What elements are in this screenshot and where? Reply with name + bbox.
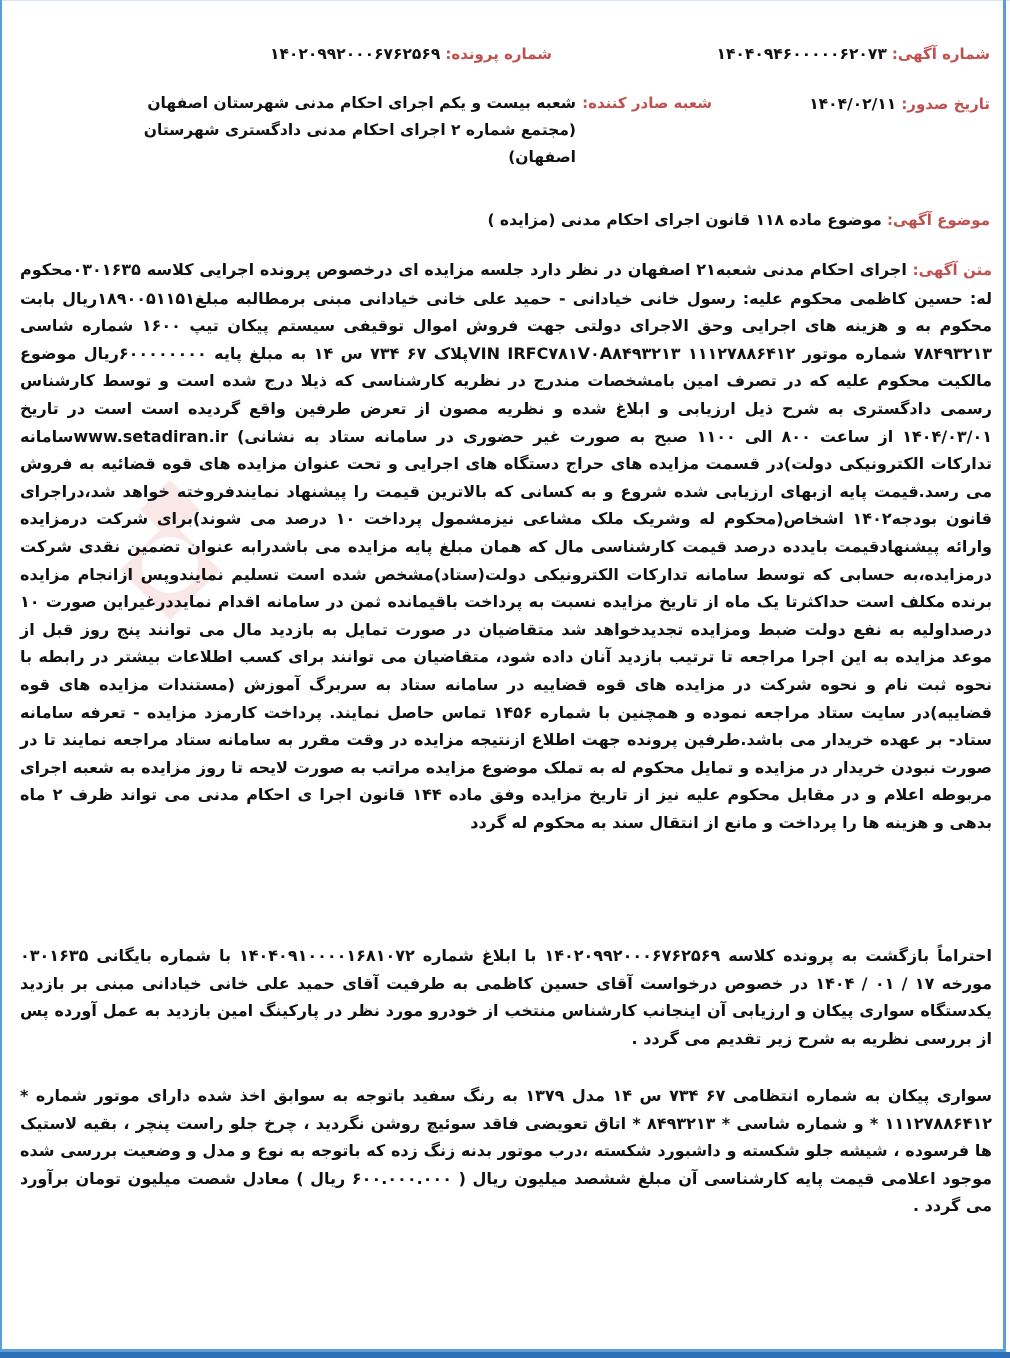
subject-block: [487, 210, 990, 229]
ad-number-value: ۱۴۰۴۰۹۴۶۰۰۰۰۰۶۲۰۷۳: [716, 45, 887, 63]
case-number-block: [270, 44, 552, 63]
body-paragraph-1: [20, 256, 992, 836]
bottom-bar: [0, 1352, 1010, 1358]
issuer-label: شعبه صادر کننده:: [582, 94, 712, 112]
issue-date-label: تاریخ صدور:: [901, 95, 990, 113]
body-paragraph-1-text: اجرای احکام مدنی شعبه۲۱ اصفهان در نظر دارد جلسه مزایده ای درخصوص پرونده اجرایی کلاسه ۰۳۰۱۶۳۵محکوم له: حسین کاظمی محکوم علیه: رسول خانی خیادانی - حمید علی خانی خیادانی مبنی برمطالبه مبلغ۱۸۹۰۰۵۱۱۵۱ریال بابت محکوم به و هزینه های اجرایی وحق الاجرای دولتی جهت فروش اموال توقیفی سیستم پیکان تیپ ۱۶۰۰ شماره شاسی ۷۸۴۹۳۲۱۳ شماره موتور ۱۱۱۲۷۸۸۶۴۱۲ VIN IRFC۷۸۱V۰A۸۴۹۳۲۱۳پلاک ۶۷ ۷۳۴ س ۱۴ به مبلغ پایه ۶۰۰۰۰۰۰۰۰ریال موضوع مالکیت محکوم علیه که در تصرف امین بامشخصات مندرج در نظریه کارشناسی که ذیلا درج شده است و توسط کارشناس رسمی دادگستری به شرح ذیل ارزیابی و ابلاغ شده و نظریه مصون از تعرض طرفین واقع گردیده است است در تاریخ ۱۴۰۴/۰۳/۰۱ از ساعت ۸۰۰ الی ۱۱۰۰ صبح به صورت غیر حضوری در سامانه ستاد به نشانی) www.setadiran.irسامانه تدارکات الکترونیکی دولت)در قسمت مزایده های حراج دستگاه های اجرایی و تحت عنوان مزایده های قوه قضائیه به فروش می رسد.قیمت پایه ازبهای ارزیابی شده شروع و به کسانی که بالاترین قیمت را پیشنهاد نمایندفروخته خواهد شد،دراجرای قانون بودجه۱۴۰۲ اشخاص(محکوم له وشریک ملک مشاعی نیزمشمول پرداخت ۱۰ درصد می شوند)برای شرکت درمزایده وارائه پیشنهادقیمت بایدده درصد قیمت کارشناسی مال که همان مبلغ پایه مزایده می باشدرابه عنوان تضمین نقدی شرکت درمزایده،به حسابی که توسط سامانه تدارکات الکترونیکی دولت(ستاد)مشخص شده است تسلیم نمایندوپس ازانجام مزایده برنده مکلف است حداکثرتا یک ماه از تاریخ مزایده نسبت به پرداخت باقیمانده ثمن در سامانه اقدام نمایددرغیراین صورت ۱۰ درصداولیه به نفع دولت ضبط ومزایده تجدیدخواهد شد متقاضیان در صورت تمایل به بازدید مال می توانند پنج روز قبل از موعد مزایده به این اجرا مراجعه تا ترتیب بازدید آنان داده شود، متقاضیان می توانند برای کسب اطلاعات بیشتر در رابطه با نحوه ثبت نام و نحوه شرکت در مزایده های قوه قضاییه در سامانه ستاد به سربرگ آموزش (مستندات مزایده های قوه قضاییه)در سایت ستاد مراجعه نموده و همچنین با شماره ۱۴۵۶ تماس حاصل نمایند. پرداخت کارمزد مزایده - تعرفه سامانه ستاد- بر عهده خریدار می باشد.طرفین پرونده جهت اطلاع ازنتیجه مزایده در وقت مقرر به سامانه ستاد مراجعه نمایند تا در صورت نبودن خریدار در مزایده و تمایل محکوم له به تملک موضوع مزایده مراتب به صورت لایحه تا روز مزایده به شعبه اجرای مربوطه اعلام و در مقابل محکوم علیه نیز از تاریخ مزایده وفق ماده ۱۴۴ قانون اجرا ی احکام مدنی می تواند ظرف ۲ ماه بدهی و هزینه ها را پرداخت و مانع از انتقال سند به محکوم له گردد: [20, 260, 993, 832]
subject-label: موضوع آگهی:: [886, 211, 990, 229]
issuer-line-2: (مجتمع شماره ۲ اجرای احکام مدنی دادگستری شهرستان: [143, 121, 576, 139]
case-number-value: ۱۴۰۲۰۹۹۲۰۰۰۶۷۶۲۵۶۹: [270, 45, 441, 63]
issue-date-block: [809, 94, 990, 113]
case-number-label: شماره پرونده:: [445, 45, 552, 63]
ad-number-label: شماره آگهی:: [891, 45, 990, 63]
body-paragraph-2: احتراماً بازگشت به پرونده کلاسه ۱۴۰۲۰۹۹۲۰۰۰۶۷۶۲۵۶۹ با ابلاغ شماره ۱۴۰۴۰۹۱۰۰۰۰۱۶۸۱۰۷۲ با شماره بایگانی ۰۳۰۱۶۳۵ مورخه ۱۷ / ۰۱ / ۱۴۰۴ در خصوص درخواست آقای حسین کاظمی به طرفیت آقای حمید علی خانی خیادانی مبنی بر بازدید یکدستگاه سواری پیکان و ارزیابی آن اینجانب کارشناس منتخب از خودرو مورد نظر در پارکینگ امین بازدید به عمل آورده پس از بررسی نظریه به شرح زیر تقدیم می گردد .: [20, 946, 993, 1048]
subject-text: موضوع ماده ۱۱۸ قانون اجرای احکام مدنی (مزایده ): [487, 211, 882, 229]
ad-number-block: [717, 44, 990, 63]
issuer-block: [136, 90, 712, 171]
issuer-line-1: شعبه بیست و یکم اجرای احکام مدنی شهرستان اصفهان: [147, 94, 576, 112]
body-label: متن آگهی:: [912, 261, 993, 279]
body-paragraph-3: سواری پیکان به شماره انتظامی ۶۷ ۷۳۴ س ۱۴ مدل ۱۳۷۹ به رنگ سفید باتوجه به سوابق اخذ شده دارای موتور شماره * ۱۱۱۲۷۸۸۶۴۱۲ * و شماره شاسی * ۸۴۹۳۲۱۳ * اتاق تعویضی فاقد سوئیچ روشن نگردید ، چرخ جلو راست پنچر ، بقیه لاستیک ها فرسوده ، شیشه جلو شکسته و داشبورد شکسته ،درب موتور بدنه زنگ زده که باتوجه به نوع و مدل و وضعیت بررسی شده موجود اعلامی قیمت پایه کارشناسی آن مبلغ ششصد میلیون ریال ( ۶۰۰.۰۰۰.۰۰۰ ریال ) معادل شصت میلیون تومان برآورد می گردد .: [20, 1086, 993, 1216]
issuer-line-3: اصفهان): [508, 148, 576, 166]
issue-date-value: ۱۴۰۴/۰۲/۱۱: [809, 95, 897, 113]
